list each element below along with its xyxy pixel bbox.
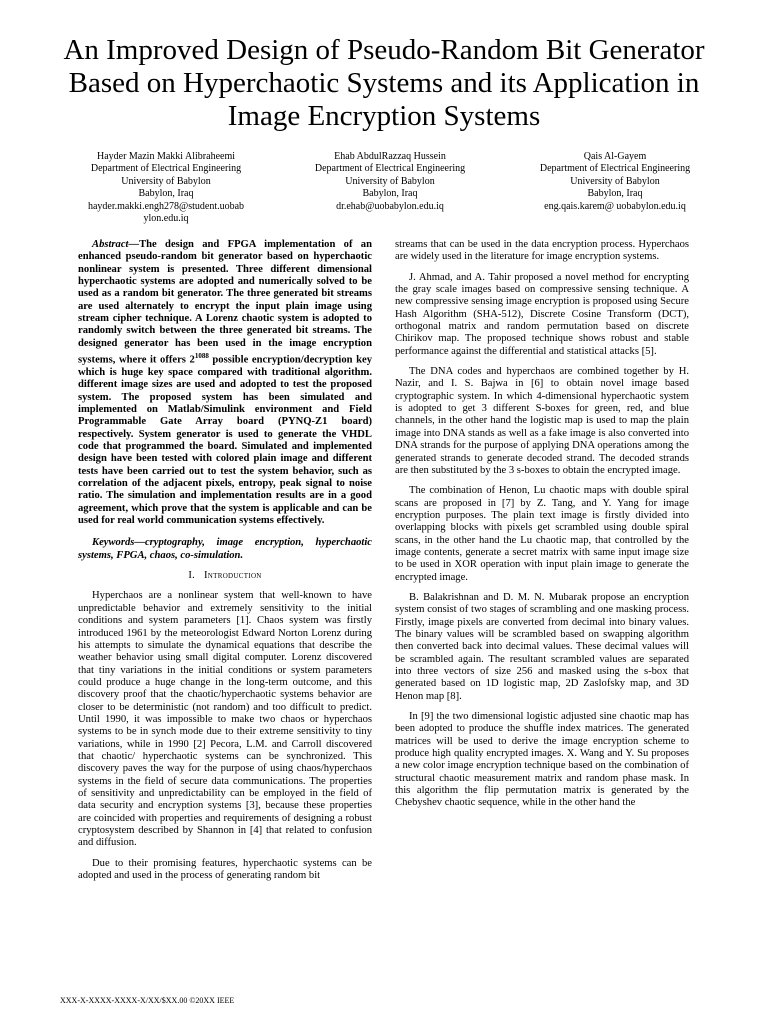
author-2 xyxy=(290,151,490,213)
author-name: Hayder Mazin Makki Alibraheemi xyxy=(96,151,235,162)
keywords: Keywords—cryptography, image encryption, hyperchaotic systems, FPGA, chaos, co-simulation. xyxy=(78,537,372,561)
section-number: I. xyxy=(188,570,196,582)
author-3 xyxy=(525,151,705,213)
abstract-text-1: The design and FPGA implementation of an enhanced pseudo-random bit generator based on hyperchaotic nonlinear system is presented. Three different dimensional hyperchaotic systems are adopted and numerically solved to be used as a random bit generator. The three generated bit streams are used alternately to encrypt the input plain image using stream cipher technique. A Lorenz chaotic system is adopted to randomly switch between the three generated bit streams. The designed generator has been used in the image encryption systems, where it offers 2 xyxy=(78,239,372,366)
left-column xyxy=(78,239,372,890)
author-dept: Department of Electrical Engineering xyxy=(90,163,242,175)
author-dept: Department of Electrical Engineering xyxy=(314,163,466,175)
abstract xyxy=(78,239,372,527)
author-org: University of Babylon xyxy=(345,175,435,187)
paragraph: streams that can be used in the data encryption process. Hyperchaos are widely used in the literature for image encryption systems. xyxy=(395,239,689,263)
author-location: Babylon, Iraq xyxy=(362,188,418,200)
paragraph: Due to their promising features, hyperchaotic systems can be adopted and used in the process of generating random bit xyxy=(78,857,372,882)
author-name: Ehab AbdulRazzaq Hussein xyxy=(334,151,446,162)
author-name: Qais Al-Gayem xyxy=(583,151,647,162)
paragraph: In [9] the two dimensional logistic adjusted sine chaotic map has been adopted to produce the shuffle index matrices. The generated matrices will be used to derive the image encryption scheme to produce high quality encrypted images. X. Wang and Y. Su proposes a new color image encryption technique based on the combination of structural chaotic measurement matrix and random phase mask. In this algorithm the flip permutation matrix is generated by the Chebyshev chaotic sequence, while in the other hand the xyxy=(395,711,689,809)
paragraph: The DNA codes and hyperchaos are combined together by H. Nazir, and I. S. Bajwa in [6] to obtain novel image based cryptographic system. In which 4-dimensional hyperchaotic system is adopted to get 3 different S-boxes for green, red, and blue channels, in the other hand the logistic map is used to map the plain image into DNA stands as well as a fake image is also converted into DNA strands for the purpose of applying DNA operations among the generated strands to generate decoded strand. The decoded strands are then substituted by the 3 s-boxes to obtain the encrypted image. xyxy=(395,366,689,476)
paper-title: An Improved Design of Pseudo-Random Bit Generator Based on Hyperchaotic Systems and its Application in Image Encryption Systems xyxy=(63,34,705,132)
author-email: hayder.makki.engh278@student.uobab ylon.edu.iq xyxy=(87,200,245,225)
author-block xyxy=(40,151,728,231)
paragraph: Hyperchaos are a nonlinear system that well-known to have unpredictable behavior and extremely sensitivity to the initial conditions and system parameters [1]. Chaos system was firstly introduced 1961 by the meteorologist Edward Norton Lorenz during his attempts to simulate the dynamical equations that describe the weather behavior using small digital computer. Lorenz discovered that tiny variations in the initial conditions or system parameters could produce a huge change in the long-term outcome, and this discovery proof that the chaotic/hyperchaotic systems behavior are closer to be deterministic (not random) and too difficult to predict. Until 1990, it was impossible to make two chaos or hyperchaos systems to be in synch mode due to their extreme sensitivity to tiny variations, while in 1990 [2] Pecora, L.M. and Carroll discovered that chaotic/ hyperchaotic systems can be synchronized. This discovery paves the way for the purpose of using chaos/hyperchaos systems in the field of secure data communications. The properties of sensitivity and unpredictability can be employed in the field of data security and encryption systems [3], because these properties are coincided with properties and requirements of designing a robust cryptosystem described by Shannon in [4] that related to confusion and diffusion. xyxy=(78,590,372,849)
author-1 xyxy=(62,151,270,225)
paragraph: The combination of Henon, Lu chaotic maps with double spiral scans are proposed in [7] by Z. Tang, and Y. Yang for image encryption purposes. The plain text image is firstly divided into overlapping blocks with pixels get scrambled using double spiral scans, in the other hand the Lu chaotic map, that controlled by the image contents, generate a secret matrix with same input image size to be used in XOR operation with input plain image to generate the encrypted image. xyxy=(395,485,689,583)
author-location: Babylon, Iraq xyxy=(587,188,643,200)
abstract-text-2: possible encryption/decryption key which is huge key space compared with traditional algorithm. different image sizes are used and adopted to test the proposed system. The proposed system has been simulated and implemented on Matlab/Simulink environment and Field Programmable Gate Array board (PYNQ-Z1 board) respectively. System generator is used to generate the VHDL code that programmed the board. Simulated and implemented design have been tested with colored plain image and different tests have been carried out to test the system behavior, such as correlation of the adjacent pixels, entropy, peak signal to noise ratio. The simulation and implementation results are in a good agreement, which prove that the system is applicable and can be used for real world communication systems effectively. xyxy=(78,354,372,527)
paragraph: B. Balakrishnan and D. M. N. Mubarak propose an encryption system consist of two stages of scrambling and one masking process. Firstly, image pixels are converted from decimal into binary values. The binary values will be scrambled based on swapping algorithm then converted back into decimal values. These decimal values will be scrambled again. The resultant scrambled values are separated into three vectors of size 256 and masked using the s-box that generated based on 1D logistic map, 2D Zaslofsky map, and 3D Henon map [8]. xyxy=(395,591,689,702)
section-title: Introduction xyxy=(203,570,262,582)
right-column xyxy=(395,239,689,818)
author-location: Babylon, Iraq xyxy=(138,188,194,200)
author-email: eng.qais.karem@ uobabylon.edu.iq xyxy=(544,200,686,212)
abstract-label: Abstract— xyxy=(92,239,140,250)
author-email: dr.ehab@uobabylon.edu.iq xyxy=(336,200,444,212)
abstract-exponent: 1088 xyxy=(194,352,209,361)
author-org: University of Babylon xyxy=(570,175,660,187)
copyright-footer: XXX-X-XXXX-XXXX-X/XX/$XX.00 ©20XX IEEE xyxy=(60,996,235,1005)
author-dept: Department of Electrical Engineering xyxy=(539,163,691,175)
section-heading xyxy=(78,570,372,582)
paragraph: J. Ahmad, and A. Tahir proposed a novel method for encrypting the gray scale images based on compressive sensing technique. A new compressive sensing image encryption is proposed using Secure Hash Algorithm (SHA-512), Discrete Cosine Transform (DCT), orthogonal matrix and random permutation based on discrete Chirikov map. The proposed technique shows robust and stable performance against the differential and statistical attacks [5]. xyxy=(395,271,689,357)
author-org: University of Babylon xyxy=(121,175,211,187)
